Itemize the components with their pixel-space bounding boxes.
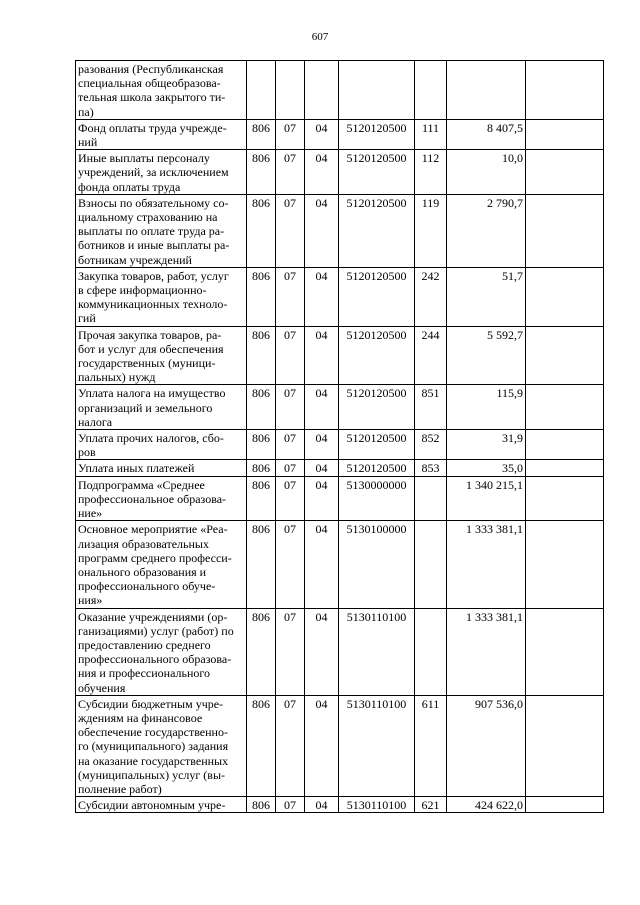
extra-amount-cell: [526, 61, 604, 120]
extra-amount-cell: [526, 460, 604, 476]
table-row: [76, 460, 604, 476]
department-code-cell: 806: [247, 150, 276, 195]
section-code-cell: 07: [276, 150, 305, 195]
extra-amount-cell: [526, 695, 604, 796]
item-name-cell: [76, 385, 247, 430]
subsection-code-cell: 04: [305, 797, 339, 813]
item-name-text: Субсидии бюджетным учре- ждениям на финансовое обеспечение государственно- го (муниципального) задания на оказание государственных (муниципальных) услуг (вы- полнение работ): [78, 696, 229, 796]
amount-cell: 907 536,0: [447, 695, 526, 796]
item-name-cell: [76, 797, 247, 813]
table-row: [76, 61, 604, 120]
extra-amount-cell: [526, 521, 604, 608]
expense-type-code-cell: 621: [415, 797, 447, 813]
section-code-cell: [276, 61, 305, 120]
amount-cell: 1 340 215,1: [447, 476, 526, 521]
expense-type-code-cell: 611: [415, 695, 447, 796]
target-article-code-cell: 5120120500: [339, 326, 415, 385]
table-row: [76, 194, 604, 267]
table-row: [76, 430, 604, 460]
section-code-cell: 07: [276, 194, 305, 267]
amount-cell: 31,9: [447, 430, 526, 460]
item-name-text: Взносы по обязательному со- циальному страхованию на выплаты по оплате труда ра- ботников и иные выплаты ра- ботникам учреждений: [78, 195, 230, 267]
target-article-code-cell: [339, 61, 415, 120]
subsection-code-cell: 04: [305, 267, 339, 326]
item-name-cell: [76, 695, 247, 796]
target-article-code-cell: 5130000000: [339, 476, 415, 521]
item-name-text: Прочая закупка товаров, ра- бот и услуг для обеспечения государственных (муници- пальных) нужд: [78, 327, 224, 385]
subsection-code-cell: 04: [305, 521, 339, 608]
subsection-code-cell: 04: [305, 119, 339, 149]
item-name-text: Иные выплаты персоналу учреждений, за исключением фонда оплаты труда: [78, 151, 229, 194]
item-name-text: Фонд оплаты труда учрежде- ний: [78, 120, 227, 150]
section-code-cell: 07: [276, 119, 305, 149]
table-row: [76, 326, 604, 385]
amount-cell: 10,0: [447, 150, 526, 195]
table-row: [76, 267, 604, 326]
amount-cell: 1 333 381,1: [447, 521, 526, 608]
section-code-cell: 07: [276, 385, 305, 430]
item-name-text: Уплата прочих налогов, сбо- ров: [78, 431, 224, 460]
page-number: 607: [311, 31, 329, 43]
extra-amount-cell: [526, 797, 604, 813]
item-name-text: Субсидии автономным учре-: [78, 798, 226, 813]
item-name-text: Уплата налога на имущество организаций и земельного налога: [78, 386, 226, 429]
extra-amount-cell: [526, 194, 604, 267]
department-code-cell: 806: [247, 797, 276, 813]
department-code-cell: 806: [247, 267, 276, 326]
expense-type-code-cell: [415, 61, 447, 120]
subsection-code-cell: 04: [305, 194, 339, 267]
subsection-code-cell: 04: [305, 326, 339, 385]
amount-cell: 5 592,7: [447, 326, 526, 385]
section-code-cell: 07: [276, 460, 305, 476]
amount-cell: [447, 61, 526, 120]
table-row: [76, 119, 604, 149]
item-name-cell: [76, 119, 247, 149]
target-article-code-cell: 5120120500: [339, 460, 415, 476]
section-code-cell: 07: [276, 267, 305, 326]
table-row: [76, 385, 604, 430]
item-name-text: Закупка товаров, работ, услуг в сфере информационно- коммуникационных техноло- гий: [78, 268, 229, 326]
department-code-cell: 806: [247, 460, 276, 476]
amount-cell: 35,0: [447, 460, 526, 476]
item-name-text: Подпрограмма «Среднее профессиональное образова- ние»: [78, 477, 227, 521]
department-code-cell: 806: [247, 695, 276, 796]
expense-type-code-cell: 851: [415, 385, 447, 430]
item-name-cell: [76, 521, 247, 608]
item-name-cell: [76, 267, 247, 326]
target-article-code-cell: 5130110100: [339, 695, 415, 796]
item-name-text: разования (Республиканская специальная общеобразова- тельная школа закрытого ти- па): [78, 62, 226, 119]
expense-type-code-cell: 112: [415, 150, 447, 195]
item-name-cell: [76, 61, 247, 120]
target-article-code-cell: 5120120500: [339, 430, 415, 460]
expense-type-code-cell: [415, 476, 447, 521]
department-code-cell: 806: [247, 194, 276, 267]
department-code-cell: 806: [247, 608, 276, 695]
section-code-cell: 07: [276, 476, 305, 521]
budget-table: [75, 60, 604, 813]
section-code-cell: 07: [276, 797, 305, 813]
target-article-code-cell: 5120120500: [339, 385, 415, 430]
expense-type-code-cell: 244: [415, 326, 447, 385]
table-row: [76, 695, 604, 796]
item-name-cell: [76, 476, 247, 521]
subsection-code-cell: 04: [305, 608, 339, 695]
extra-amount-cell: [526, 430, 604, 460]
amount-cell: 1 333 381,1: [447, 608, 526, 695]
item-name-cell: [76, 430, 247, 460]
department-code-cell: 806: [247, 385, 276, 430]
amount-cell: 2 790,7: [447, 194, 526, 267]
subsection-code-cell: 04: [305, 695, 339, 796]
subsection-code-cell: 04: [305, 460, 339, 476]
amount-cell: 8 407,5: [447, 119, 526, 149]
expense-type-code-cell: 852: [415, 430, 447, 460]
item-name-text: Оказание учреждениями (ор- ганизациями) услуг (работ) по предоставлению среднего профессионального образова- ния и профессионального обучения: [78, 609, 234, 695]
department-code-cell: 806: [247, 521, 276, 608]
subsection-code-cell: 04: [305, 150, 339, 195]
target-article-code-cell: 5120120500: [339, 267, 415, 326]
item-name-cell: [76, 150, 247, 195]
department-code-cell: 806: [247, 119, 276, 149]
expense-type-code-cell: [415, 521, 447, 608]
target-article-code-cell: 5130110100: [339, 608, 415, 695]
item-name-cell: [76, 194, 247, 267]
section-code-cell: 07: [276, 695, 305, 796]
table-row: [76, 608, 604, 695]
subsection-code-cell: 04: [305, 476, 339, 521]
section-code-cell: 07: [276, 430, 305, 460]
department-code-cell: 806: [247, 476, 276, 521]
table-row: [76, 476, 604, 521]
expense-type-code-cell: 111: [415, 119, 447, 149]
target-article-code-cell: 5120120500: [339, 119, 415, 149]
table-row: [76, 521, 604, 608]
item-name-cell: [76, 326, 247, 385]
amount-cell: 51,7: [447, 267, 526, 326]
extra-amount-cell: [526, 119, 604, 149]
extra-amount-cell: [526, 385, 604, 430]
amount-cell: 424 622,0: [447, 797, 526, 813]
extra-amount-cell: [526, 150, 604, 195]
subsection-code-cell: 04: [305, 385, 339, 430]
section-code-cell: 07: [276, 326, 305, 385]
department-code-cell: 806: [247, 430, 276, 460]
amount-cell: 115,9: [447, 385, 526, 430]
item-name-text: Основное мероприятие «Реа- лизация образовательных программ среднего професси- онального образования и профессионального обуче- ния»: [78, 522, 232, 608]
target-article-code-cell: 5120120500: [339, 194, 415, 267]
extra-amount-cell: [526, 608, 604, 695]
section-code-cell: 07: [276, 521, 305, 608]
target-article-code-cell: 5130110100: [339, 797, 415, 813]
table-row: [76, 150, 604, 195]
department-code-cell: 806: [247, 326, 276, 385]
budget-table-body: [76, 61, 604, 813]
extra-amount-cell: [526, 476, 604, 521]
item-name-cell: [76, 460, 247, 476]
expense-type-code-cell: 853: [415, 460, 447, 476]
section-code-cell: 07: [276, 608, 305, 695]
subsection-code-cell: [305, 61, 339, 120]
table-row: [76, 797, 604, 813]
department-code-cell: [247, 61, 276, 120]
target-article-code-cell: 5130100000: [339, 521, 415, 608]
subsection-code-cell: 04: [305, 430, 339, 460]
item-name-text: Уплата иных платежей: [78, 461, 195, 476]
expense-type-code-cell: 119: [415, 194, 447, 267]
extra-amount-cell: [526, 267, 604, 326]
expense-type-code-cell: 242: [415, 267, 447, 326]
expense-type-code-cell: [415, 608, 447, 695]
item-name-cell: [76, 608, 247, 695]
extra-amount-cell: [526, 326, 604, 385]
target-article-code-cell: 5120120500: [339, 150, 415, 195]
